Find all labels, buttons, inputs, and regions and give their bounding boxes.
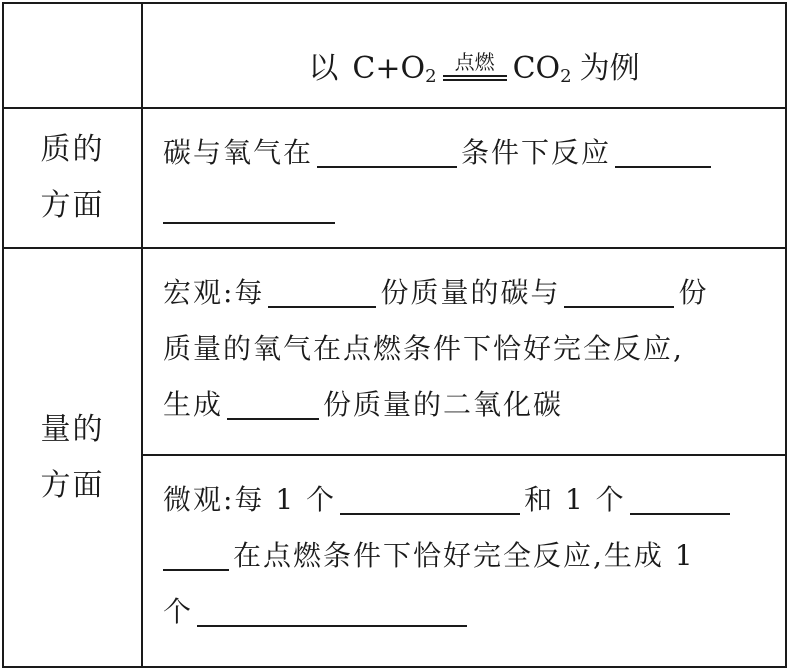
quantity-label-line2: 方面 (40, 467, 105, 503)
blank-condition[interactable] (317, 126, 457, 168)
blank-product-part1[interactable] (615, 126, 711, 168)
header-row (3, 3, 786, 108)
chemistry-table (2, 2, 787, 668)
equation-suffix: 为例 (579, 50, 640, 86)
blank-product-part2[interactable] (163, 182, 335, 224)
equation-prefix: 以 (308, 50, 339, 86)
empty-corner-cell (3, 3, 142, 108)
product-co2: CO (512, 50, 561, 86)
micro-text-3: 在点燃条件下恰好完全反应,生成 1 (233, 539, 695, 572)
blank-oxygen-mass[interactable] (564, 266, 674, 308)
micro-text-4: 个 (163, 595, 194, 628)
product-subscript: 2 (560, 65, 572, 87)
quantity-label-cell (3, 248, 142, 667)
quantity-label-line1: 量的 (40, 411, 105, 447)
macro-line-3 (163, 377, 785, 433)
macro-text-6: 份质量的二氧化碳 (323, 388, 564, 421)
macro-text-4: 质量的氧气在点燃条件下恰好完全反应, (163, 332, 684, 365)
blank-co2-molecule[interactable] (197, 585, 467, 627)
micro-line-3 (163, 584, 785, 640)
double-line-icon (443, 75, 507, 81)
plus-sign: + (375, 50, 401, 86)
micro-line-1 (163, 472, 785, 528)
quality-label-cell (3, 108, 142, 248)
macro-line-2 (163, 321, 785, 377)
micro-text-2: 和 1 个 (524, 483, 626, 516)
reactant-oxygen-subscript: 2 (425, 65, 437, 87)
quality-text-2: 条件下反应 (461, 136, 612, 169)
quality-row (3, 108, 786, 248)
macro-text-1: 宏观:每 (163, 276, 265, 309)
blank-carbon-mass[interactable] (268, 266, 376, 308)
blank-oxygen-molecule-part1[interactable] (630, 473, 730, 515)
micro-line-2 (163, 528, 785, 584)
blank-oxygen-molecule-part2[interactable] (163, 529, 229, 571)
quality-content-cell (142, 108, 786, 248)
reactant-oxygen: O (400, 50, 426, 86)
equation-header-cell (142, 3, 786, 108)
quality-text-1: 碳与氧气在 (163, 136, 314, 169)
reaction-equation (308, 51, 639, 87)
macro-row (3, 248, 786, 455)
macro-text-2: 份质量的碳与 (380, 276, 561, 309)
macro-text-3: 份 (678, 276, 709, 309)
reaction-arrow (443, 51, 507, 81)
blank-carbon-atom[interactable] (340, 473, 520, 515)
quality-label-line2: 方面 (40, 188, 105, 223)
blank-co2-mass[interactable] (227, 378, 319, 420)
quality-line-2 (163, 181, 785, 237)
micro-text-1: 微观:每 1 个 (163, 483, 337, 516)
quality-label-line1: 质的 (40, 132, 105, 167)
reaction-condition: 点燃 (454, 49, 495, 74)
micro-content-cell (142, 455, 786, 667)
macro-content-cell (142, 248, 786, 455)
reactant-carbon: C (352, 50, 376, 86)
macro-line-1 (163, 265, 785, 321)
quality-line-1 (163, 125, 785, 181)
macro-text-5: 生成 (163, 388, 224, 421)
